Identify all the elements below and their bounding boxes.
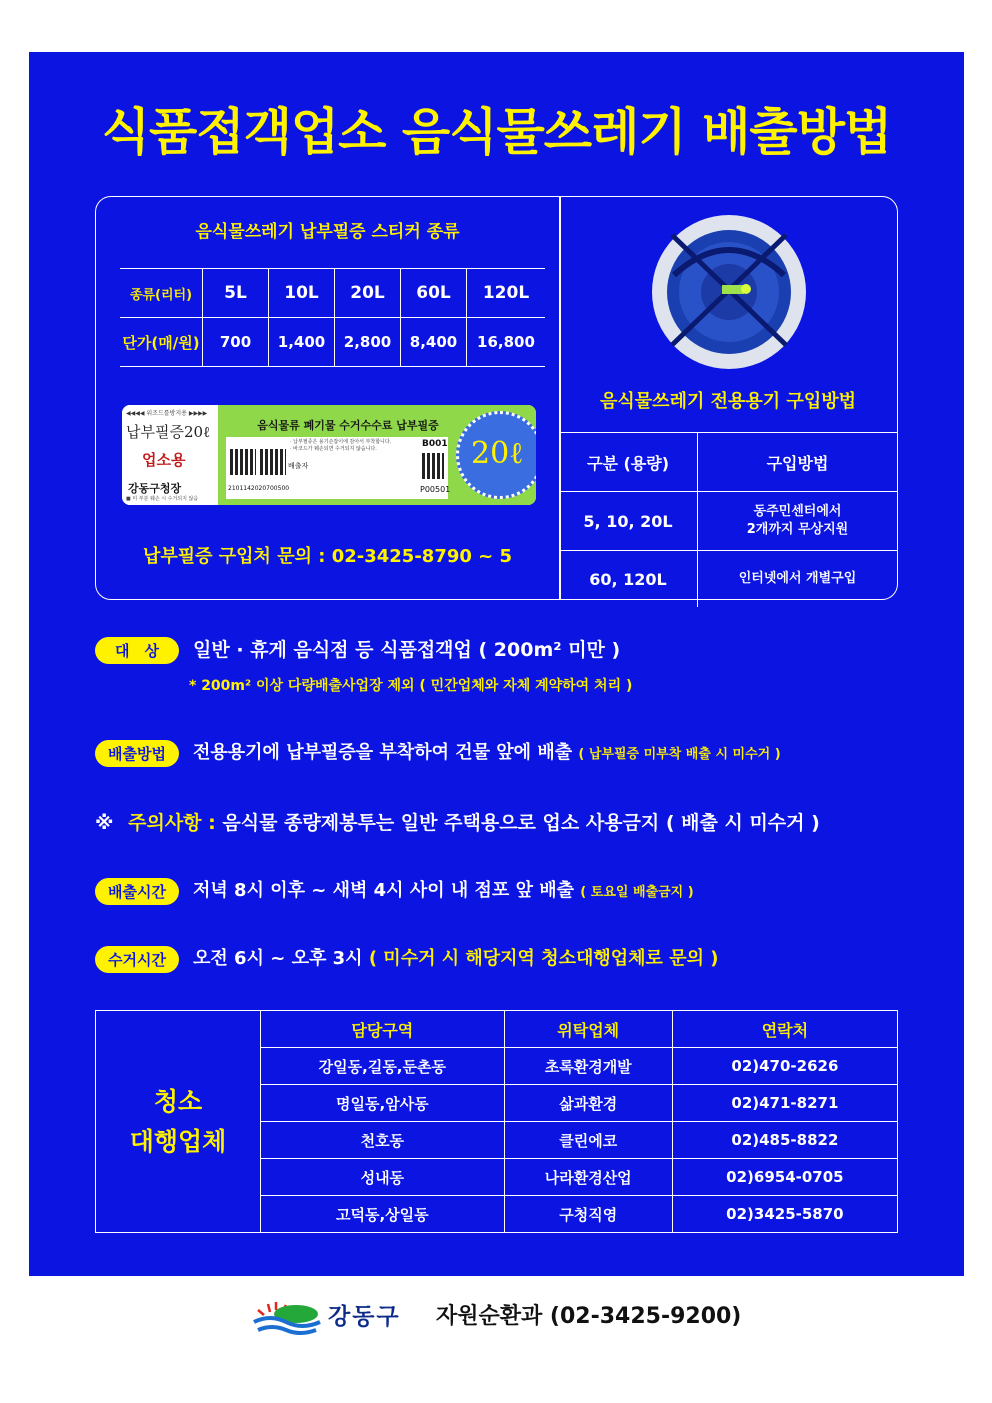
info-box	[95, 196, 898, 600]
price-cell: 16,800	[467, 318, 546, 367]
company-cell: 초록환경개발	[504, 1048, 672, 1085]
size-cell: 5L	[203, 269, 269, 318]
sticker-price-table	[120, 268, 545, 367]
qr-code-icon	[260, 449, 286, 475]
sticker-p-code: P00501	[420, 485, 451, 494]
area-cell: 명일동,암사동	[261, 1085, 505, 1122]
company-cell: 클린에코	[504, 1122, 672, 1159]
collect-label: 수거시간	[95, 946, 179, 973]
method-note: ( 납부필증 미부착 배출 시 미수거 )	[578, 747, 781, 762]
target-label: 대 상	[95, 637, 179, 664]
sticker-serial: 2101142020700500	[228, 485, 290, 492]
sticker-image	[122, 405, 536, 505]
sticker-white-panel	[226, 437, 451, 499]
method-label: 배출방법	[95, 740, 179, 767]
target-note: * 200m² 이상 다량배출사업장 제외 ( 민간업체와 자체 계약하여 처리 )	[189, 678, 633, 694]
sticker-big-label: 납부필증20ℓ	[126, 423, 211, 441]
container-method: 인터넷에서 개별구입	[698, 551, 898, 608]
container-size: 5, 10, 20L	[559, 492, 698, 551]
size-cell: 10L	[269, 269, 335, 318]
sticker-info-line: · 바코드가 훼손되면 수거되지 않습니다.	[290, 446, 377, 452]
method-text: 전용용기에 납부필증을 부착하여 건물 앞에 배출	[193, 742, 573, 763]
sticker-headline: 음식물류 폐기물 수거수수료 납부필증	[257, 419, 439, 432]
area-cell: 고덕동,상일동	[261, 1196, 505, 1233]
method-line	[95, 738, 781, 767]
qr-code-icon	[230, 449, 256, 475]
qr-code-icon	[422, 453, 444, 479]
phone-cell: 02)3425-5870	[672, 1196, 897, 1233]
time-note: ( 토요일 배출금지 )	[580, 885, 694, 900]
time-text: 저녁 8시 이후 ~ 새벽 4시 사이 내 점포 앞 배출	[193, 880, 575, 901]
container-header-row	[559, 433, 897, 492]
phone-cell: 02)470-2626	[672, 1048, 897, 1085]
sticker-right-panel	[218, 405, 536, 505]
cleaner-label-line: 청소	[153, 1086, 203, 1116]
company-cell: 삶과환경	[504, 1085, 672, 1122]
container-bin-icon	[652, 215, 806, 369]
area-cell: 성내동	[261, 1159, 505, 1196]
sticker-issuer: 강동구청장	[128, 482, 182, 495]
size-cell: 60L	[401, 269, 467, 318]
caution-mark: ※	[95, 812, 114, 834]
price-cell: 2,800	[335, 318, 401, 367]
sticker-inquiry: 납부필증 구입처 문의 : 02-3425-8790 ~ 5	[142, 546, 513, 567]
page-title: 식품접객업소 음식물쓰레기 배출방법	[101, 103, 892, 161]
cleaner-label	[96, 1011, 261, 1233]
container-photo	[652, 215, 806, 369]
target-line	[95, 635, 620, 664]
sticker-volume-circle	[456, 411, 536, 499]
gangdong-logo-icon	[250, 1300, 322, 1336]
phone-cell: 02)471-8271	[672, 1085, 897, 1122]
cleaner-header: 위탁업체	[504, 1011, 672, 1048]
size-row-label: 종류(리터)	[120, 269, 203, 318]
price-cell: 1,400	[269, 318, 335, 367]
caution-line	[95, 808, 820, 835]
footer	[0, 1298, 992, 1328]
footer-gu: 강동구	[328, 1304, 401, 1330]
container-header-size: 구분 (용량)	[559, 433, 698, 492]
size-row	[120, 269, 545, 318]
company-cell: 구청직영	[504, 1196, 672, 1233]
price-cell: 700	[203, 318, 269, 367]
container-method-line: 2개까지 무상지원	[746, 522, 849, 537]
sticker-volume: 20ℓ	[471, 436, 524, 471]
collect-text: 오전 6시 ~ 오후 3시	[193, 948, 363, 969]
sticker-note: ■ 미 부분 훼손 시 수거되지 않음	[126, 496, 199, 502]
sticker-heading: 음식물쓰레기 납부필증 스티커 종류	[195, 222, 460, 242]
container-header-method: 구입방법	[698, 433, 898, 492]
phone-cell: 02)6954-0705	[672, 1159, 897, 1196]
cleaner-header-row	[96, 1011, 898, 1048]
sticker-info-line: · 납부필증은 용기손잡이에 감아서 부착합니다.	[290, 439, 392, 445]
footer-dept: 자원순환과 (02-3425-9200)	[436, 1304, 742, 1329]
time-label: 배출시간	[95, 878, 179, 905]
poster	[29, 52, 964, 1276]
sticker-left-panel	[122, 405, 218, 505]
cleaner-header: 담당구역	[261, 1011, 505, 1048]
sticker-payer: 배출자	[288, 462, 309, 470]
collect-line	[95, 944, 718, 973]
container-method-line: 동주민센터에서	[753, 504, 842, 519]
size-cell: 20L	[335, 269, 401, 318]
cleaner-label-line: 대행업체	[129, 1126, 227, 1156]
container-heading: 음식물쓰레기 전용용기 구입방법	[600, 391, 856, 412]
container-method	[698, 492, 898, 551]
area-cell: 강일동,길동,둔촌동	[261, 1048, 505, 1085]
caution-label: 주의사항 :	[128, 812, 216, 834]
cleaner-table	[95, 1010, 898, 1233]
collect-note: ( 미수거 시 해당지역 청소대행업체로 문의 )	[368, 948, 719, 969]
phone-cell: 02)485-8822	[672, 1122, 897, 1159]
container-row	[559, 492, 897, 551]
sticker-b-code: B001	[422, 439, 448, 449]
company-cell: 나라환경산업	[504, 1159, 672, 1196]
size-cell: 120L	[467, 269, 546, 318]
target-text: 일반 · 휴게 음식점 등 식품접객업 ( 200m² 미만 )	[193, 639, 621, 661]
container-size: 60, 120L	[559, 551, 698, 608]
price-cell: 8,400	[401, 318, 467, 367]
area-cell: 천호동	[261, 1122, 505, 1159]
time-line	[95, 876, 694, 905]
container-table	[559, 432, 897, 607]
sticker-business-label: 업소용	[142, 451, 186, 469]
price-row	[120, 318, 545, 367]
container-row	[559, 551, 897, 608]
price-row-label: 단가(매/원)	[120, 318, 203, 367]
sticker-info	[290, 439, 391, 453]
sticker-top-text: ◀◀◀◀ 위조드를방지용 ▶▶▶▶	[126, 410, 208, 417]
caution-text: 음식물 종량제봉투는 일반 주택용으로 업소 사용금지 ( 배출 시 미수거 )	[222, 812, 820, 834]
cleaner-header: 연락처	[672, 1011, 897, 1048]
